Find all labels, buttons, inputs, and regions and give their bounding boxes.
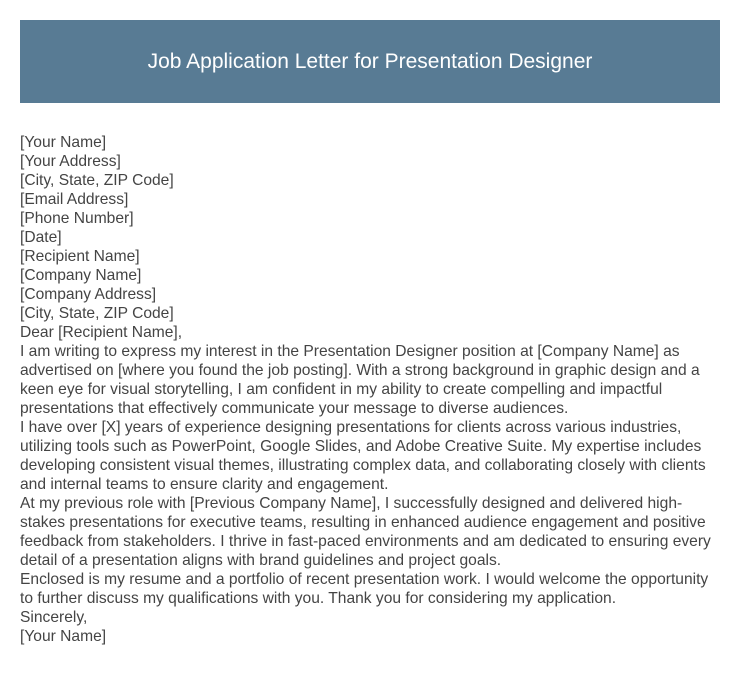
recipient-company-address: [Company Address] — [20, 286, 157, 303]
page-title: Job Application Letter for Presentation Designer — [147, 49, 593, 73]
letter-body — [20, 133, 725, 646]
signature: [Your Name] — [20, 628, 107, 645]
sender-email: [Email Address] — [20, 191, 129, 208]
recipient-name: [Recipient Name] — [20, 248, 140, 265]
paragraph-previous-role: At my previous role with [Previous Company Name], I successfully designed and delivered high-stakes presentations for executive teams, resulting in enhanced audience engagement and positive feedback from stakeholders. I thrive in fast-paced environments and am dedicated to ensuring every detail of a presentation aligns with brand guidelines and project goals. — [20, 495, 711, 569]
recipient-company: [Company Name] — [20, 267, 142, 284]
paragraph-closing: Enclosed is my resume and a portfolio of recent presentation work. I would welcome the opportunity to further discuss my qualifications with you. Thank you for considering my application. — [20, 571, 709, 607]
sender-city-state-zip: [City, State, ZIP Code] — [20, 172, 174, 189]
letter-title-banner — [20, 20, 720, 103]
recipient-city-state-zip: [City, State, ZIP Code] — [20, 305, 174, 322]
letter-date: [Date] — [20, 229, 62, 246]
salutation: Dear [Recipient Name], — [20, 324, 183, 341]
paragraph-experience: I have over [X] years of experience designing presentations for clients across various industries, utilizing tools such as PowerPoint, Google Slides, and Adobe Creative Suite. My expertise includes developing consistent visual themes, illustrating complex data, and collaborating closely with clients and internal teams to ensure clarity and engagement. — [20, 419, 706, 493]
sender-phone: [Phone Number] — [20, 210, 134, 227]
sender-name: [Your Name] — [20, 134, 107, 151]
closing: Sincerely, — [20, 609, 88, 626]
paragraph-intro: I am writing to express my interest in the Presentation Designer position at [Company Name] as advertised on [where you found the job posting]. With a strong background in graphic design and a keen eye for visual storytelling, I am confident in my ability to create compelling and impactful presentations that effectively communicate your message to diverse audiences. — [20, 343, 700, 417]
sender-address: [Your Address] — [20, 153, 121, 170]
